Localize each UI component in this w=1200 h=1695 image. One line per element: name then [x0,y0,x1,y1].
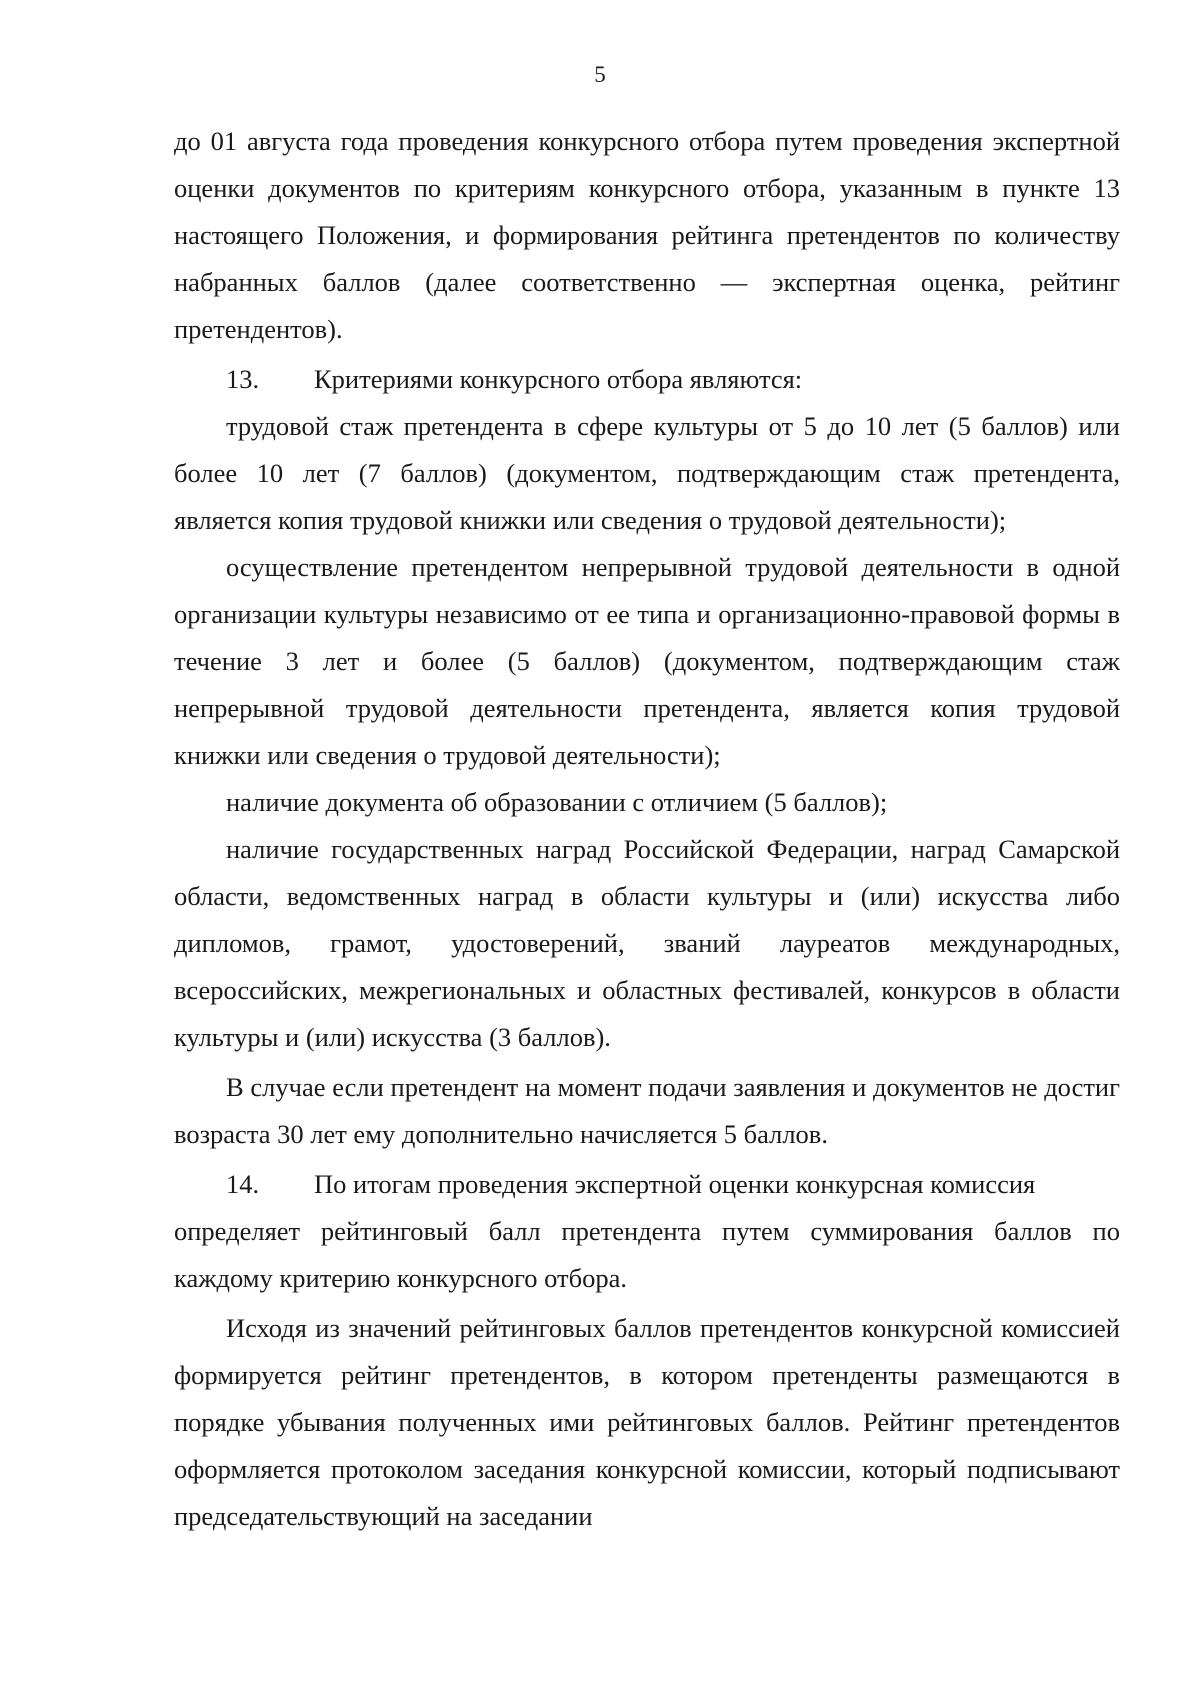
criterion-continuous-work: осуществление претендентом непрерывной трудовой деятельности в одной организации культуры независимо от ее типа и организационно-правовой формы в течение 3 лет и более (5 баллов) (документом, подтверждающим стаж непрерывной трудовой деятельности претендента, является копия трудовой книжки или сведения о трудовой деятельности); [174,552,1120,770]
criterion-work-experience: трудовой стаж претендента в сфере культуры от 5 до 10 лет (5 баллов) или более 10 лет (7 баллов) (документом, подтверждающим стаж претендента, является копия трудовой книжки или сведения о трудовой деятельности); [174,411,1120,535]
item-14 [174,1161,1120,1208]
item-13 [174,356,1120,403]
item-14-text-continued: определяет рейтинговый балл претендента путем суммирования баллов по каждому критерию конкурсного отбора. [174,1216,1120,1293]
page-number: 5 [594,62,606,87]
paragraph-rating-formation: Исходя из значений рейтинговых баллов претендентов конкурсной комиссией формируется рейтинг претендентов, в котором претенденты размещаются в порядке убывания полученных ими рейтинговых баллов. Рейтинг претендентов оформляется протоколом заседания конкурсной комиссии, который подписывают председательствующий на заседании [174,1313,1120,1531]
item-14-text: По итогам проведения экспертной оценки конкурсная комиссия [314,1169,1036,1199]
paragraph-continuation: до 01 августа года проведения конкурсного отбора путем проведения экспертной оценки документов по критериям конкурсного отбора, указанным в пункте 13 настоящего Положения, и формирования рейтинга претендентов по количеству набранных баллов (далее соответственно — экспертная оценка, рейтинг претендентов). [174,126,1120,344]
item-13-text: Критериями конкурсного отбора являются: [314,364,803,394]
criterion-awards: наличие государственных наград Российской Федерации, наград Самарской области, ведомственных наград в области культуры и (или) искусства либо дипломов, грамот, удостоверений, званий лауреатов международных, всероссийских, межрегиональных и областных фестивалей, конкурсов в области культуры и (или) искусства (3 баллов). [174,834,1120,1052]
item-13-number: 13. [226,364,260,394]
paragraph-age-bonus: В случае если претендент на момент подачи заявления и документов не достиг возраста 30 лет ему дополнительно начисляется 5 баллов. [174,1072,1120,1149]
criterion-diploma-honors: наличие документа об образовании с отличием (5 баллов); [226,787,888,817]
document-body [174,118,1120,1540]
item-14-number: 14. [226,1169,260,1199]
